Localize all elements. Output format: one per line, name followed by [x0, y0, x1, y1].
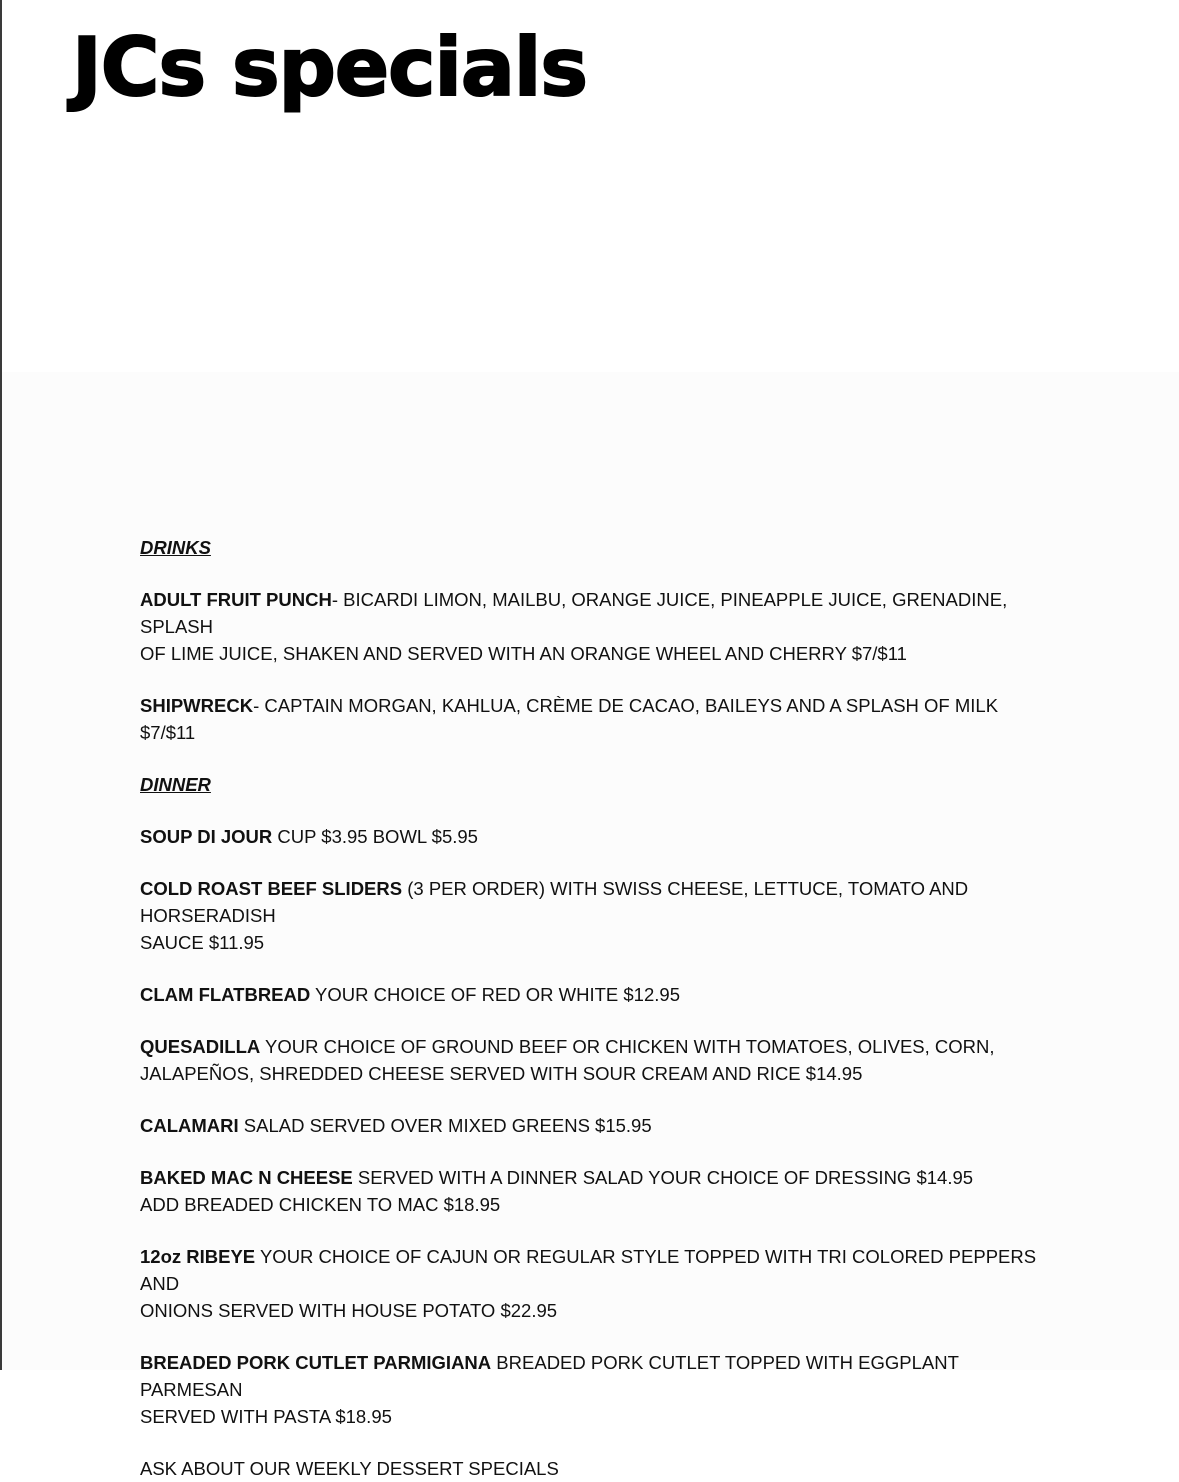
item-line: [140, 1349, 1040, 1403]
menu-item-quesadilla: [140, 1033, 1040, 1087]
item-description-continued: ONIONS SERVED WITH HOUSE POTATO $22.95: [140, 1300, 558, 1321]
item-line: [140, 1243, 1040, 1297]
menu-item-calamari: [140, 1112, 1040, 1139]
item-description: - BICARDI LIMON, MAILBU, ORANGE JUICE, PINEAPPLE JUICE, GRENADINE, SPLASH: [140, 589, 1008, 637]
item-description: BREADED PORK CUTLET TOPPED WITH EGGPLANT PARMESAN: [140, 1352, 959, 1400]
item-line: [140, 1164, 1040, 1191]
item-description-continued: JALAPEÑOS, SHREDDED CHEESE SERVED WITH SOUR CREAM AND RICE $14.95: [140, 1063, 863, 1084]
item-name: COLD ROAST BEEF SLIDERS: [140, 878, 403, 899]
menu-item-clam-flatbread: [140, 981, 1040, 1008]
item-line: [140, 823, 1040, 850]
item-description-continued: SERVED WITH PASTA $18.95: [140, 1406, 392, 1427]
item-name: BAKED MAC N CHEESE: [140, 1167, 353, 1188]
item-name: BREADED PORK CUTLET PARMIGIANA: [140, 1352, 492, 1373]
item-description: (3 PER ORDER) WITH SWISS CHEESE, LETTUCE, TOMATO AND HORSERADISH: [140, 878, 969, 926]
drinks-heading: DRINKS: [140, 537, 211, 558]
dinner-heading: DINNER: [140, 774, 211, 795]
menu-content: [140, 534, 1040, 1482]
item-line: [140, 1112, 1040, 1139]
menu-item-12oz-ribeye: [140, 1243, 1040, 1324]
item-name: SOUP DI JOUR: [140, 826, 273, 847]
item-name: CALAMARI: [140, 1115, 239, 1136]
item-name: QUESADILLA: [140, 1036, 261, 1057]
item-description: SERVED WITH A DINNER SALAD YOUR CHOICE OF DRESSING $14.95: [352, 1167, 974, 1188]
menu-item-soup-di-jour: [140, 823, 1040, 850]
item-name: SHIPWRECK: [140, 695, 254, 716]
item-description: - CAPTAIN MORGAN, KAHLUA, CRÈME DE CACAO, BAILEYS AND A SPLASH OF MILK $7/$11: [140, 695, 999, 743]
item-description: SALAD SERVED OVER MIXED GREENS $15.95: [238, 1115, 652, 1136]
item-line: [140, 875, 1040, 929]
item-description: YOUR CHOICE OF GROUND BEEF OR CHICKEN WITH TOMATOES, OLIVES, CORN,: [260, 1036, 995, 1057]
item-name: 12oz RIBEYE: [140, 1246, 256, 1267]
item-line: [140, 1033, 1040, 1060]
item-name: CLAM FLATBREAD: [140, 984, 311, 1005]
dessert-specials-note: ASK ABOUT OUR WEEKLY DESSERT SPECIALS: [140, 1458, 559, 1479]
item-line: [140, 586, 1040, 640]
item-description-continued: OF LIME JUICE, SHAKEN AND SERVED WITH AN ORANGE WHEEL AND CHERRY $7/$11: [140, 643, 907, 664]
item-line: [140, 981, 1040, 1008]
menu-item-baked-mac-n-cheese: [140, 1164, 1040, 1218]
menu-item-shipwreck: [140, 692, 1040, 746]
page-title: JCs specials: [72, 21, 587, 114]
menu-item-adult-fruit-punch: [140, 586, 1040, 667]
item-line: [140, 692, 1040, 746]
menu-item-breaded-pork-cutlet-parmigiana: [140, 1349, 1040, 1430]
item-description-continued: SAUCE $11.95: [140, 932, 265, 953]
item-description: YOUR CHOICE OF RED OR WHITE $12.95: [310, 984, 680, 1005]
item-description-continued: ADD BREADED CHICKEN TO MAC $18.95: [140, 1194, 501, 1215]
item-description: YOUR CHOICE OF CAJUN OR REGULAR STYLE TOPPED WITH TRI COLORED PEPPERS AND: [140, 1246, 1037, 1294]
item-description: CUP $3.95 BOWL $5.95: [272, 826, 478, 847]
item-name: ADULT FRUIT PUNCH: [140, 589, 332, 610]
menu-item-cold-roast-beef-sliders: [140, 875, 1040, 956]
